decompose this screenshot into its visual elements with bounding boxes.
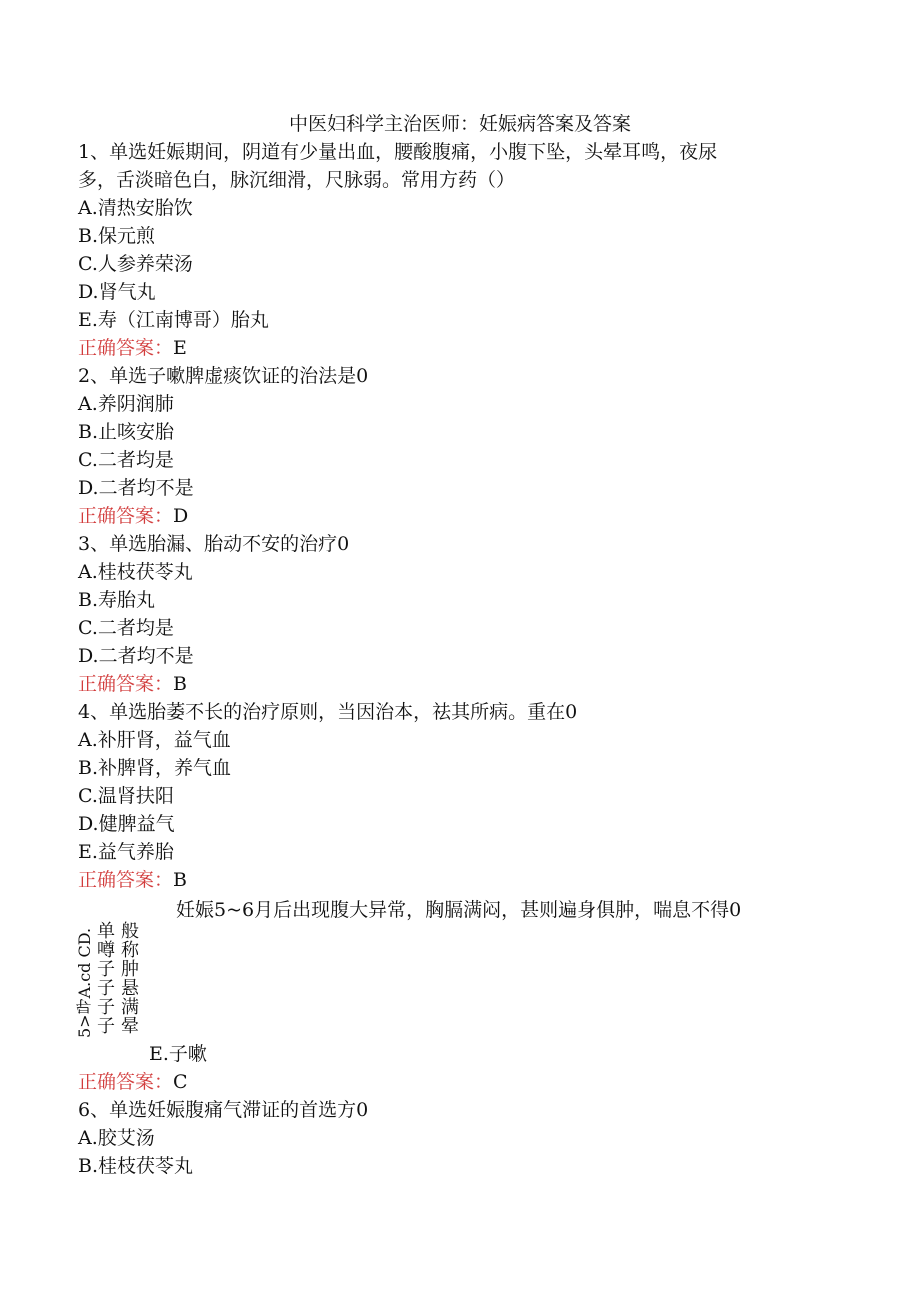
question-5-answer bbox=[78, 1068, 188, 1096]
question-2-stem: 2、单选子嗽脾虚痰饮证的治法是0 bbox=[78, 365, 369, 387]
answer-label: 正确答案： bbox=[78, 869, 174, 891]
stack-char: 悬 bbox=[121, 978, 139, 999]
question-4-option-b: B.补脾肾，养气血 bbox=[78, 757, 232, 779]
question-5-option-e: E.子嗽 bbox=[149, 1043, 207, 1065]
question-4-option-c: C.温肾扶阳 bbox=[78, 785, 174, 807]
question-2-option-b: B.止咳安胎 bbox=[78, 421, 175, 443]
answer-label: 正确答案： bbox=[78, 1071, 174, 1093]
question-1-stem-line-2: 多，舌淡暗色白，脉沉细滑，尺脉弱。常用方药（） bbox=[78, 169, 516, 191]
question-1-option-e: E.寿（江南博哥）胎丸 bbox=[78, 309, 269, 331]
question-2-option-a: A.养阴润肺 bbox=[78, 393, 174, 415]
stack-char: 子 bbox=[97, 978, 115, 999]
question-5-char-column-2 bbox=[121, 922, 139, 1036]
stack-char: 单 bbox=[97, 921, 115, 942]
answer-value: B bbox=[173, 869, 187, 891]
question-3-stem: 3、单选胎漏、胎动不安的治疗0 bbox=[78, 533, 350, 555]
stack-char: 肿 bbox=[121, 959, 139, 980]
answer-value: B bbox=[173, 673, 187, 695]
page-title: 中医妇科学主治医师：妊娠病答案及答案 bbox=[288, 113, 631, 135]
question-2-answer bbox=[78, 502, 188, 530]
stack-char: 称 bbox=[121, 940, 139, 961]
question-1-option-b: B.保元煎 bbox=[78, 225, 156, 247]
question-3-option-c: C.二者均是 bbox=[78, 617, 174, 639]
question-6-stem: 6、单选妊娠腹痛气滞证的首选方0 bbox=[78, 1099, 369, 1121]
stack-char: 满 bbox=[121, 997, 139, 1018]
question-1-option-a: A.清热安胎饮 bbox=[78, 197, 193, 219]
question-3-option-a: A.桂枝茯苓丸 bbox=[78, 561, 193, 583]
stack-char: 子 bbox=[97, 959, 115, 980]
question-1-answer bbox=[78, 334, 187, 362]
stack-char: 般 bbox=[121, 921, 139, 942]
question-5-garbled-number: 5>导A.cd CD. bbox=[75, 927, 94, 1038]
answer-value: E bbox=[173, 337, 187, 359]
stack-char: 晕 bbox=[121, 1016, 139, 1037]
question-2-option-c: C.二者均是 bbox=[78, 449, 174, 471]
answer-value: D bbox=[173, 505, 189, 527]
question-6-option-a: A.胶艾汤 bbox=[78, 1127, 155, 1149]
question-1-option-d: D.肾气丸 bbox=[78, 281, 156, 303]
stack-char: 子 bbox=[97, 997, 115, 1018]
question-6-option-b: B.桂枝茯苓丸 bbox=[78, 1155, 194, 1177]
answer-label: 正确答案： bbox=[78, 337, 174, 359]
question-4-option-a: A.补肝肾，益气血 bbox=[78, 729, 231, 751]
answer-label: 正确答案： bbox=[78, 673, 174, 695]
question-2-option-d: D.二者均不是 bbox=[78, 477, 194, 499]
stack-char: 噂 bbox=[97, 940, 115, 961]
answer-label: 正确答案： bbox=[78, 505, 174, 527]
question-5-stem: 妊娠5~6月后出现腹大异常，胸膈满闷，甚则遍身俱肿，喘息不得0 bbox=[176, 899, 742, 921]
question-4-answer bbox=[78, 866, 187, 894]
question-4-option-d: D.健脾益气 bbox=[78, 813, 175, 835]
question-3-option-d: D.二者均不是 bbox=[78, 645, 194, 667]
question-1-stem-line-1: 1、单选妊娠期间，阴道有少量出血，腰酸腹痛，小腹下坠，头晕耳鸣，夜尿 bbox=[78, 141, 718, 163]
question-4-stem: 4、单选胎萎不长的治疗原则，当因治本，祛其所病。重在0 bbox=[78, 701, 578, 723]
answer-value: C bbox=[173, 1071, 188, 1093]
question-3-option-b: B.寿胎丸 bbox=[78, 589, 156, 611]
stack-char: 子 bbox=[97, 1016, 115, 1037]
question-1-option-c: C.人参养荣汤 bbox=[78, 253, 193, 275]
question-4-option-e: E.益气养胎 bbox=[78, 841, 174, 863]
question-3-answer bbox=[78, 670, 187, 698]
question-5-char-column-1 bbox=[97, 922, 115, 1036]
